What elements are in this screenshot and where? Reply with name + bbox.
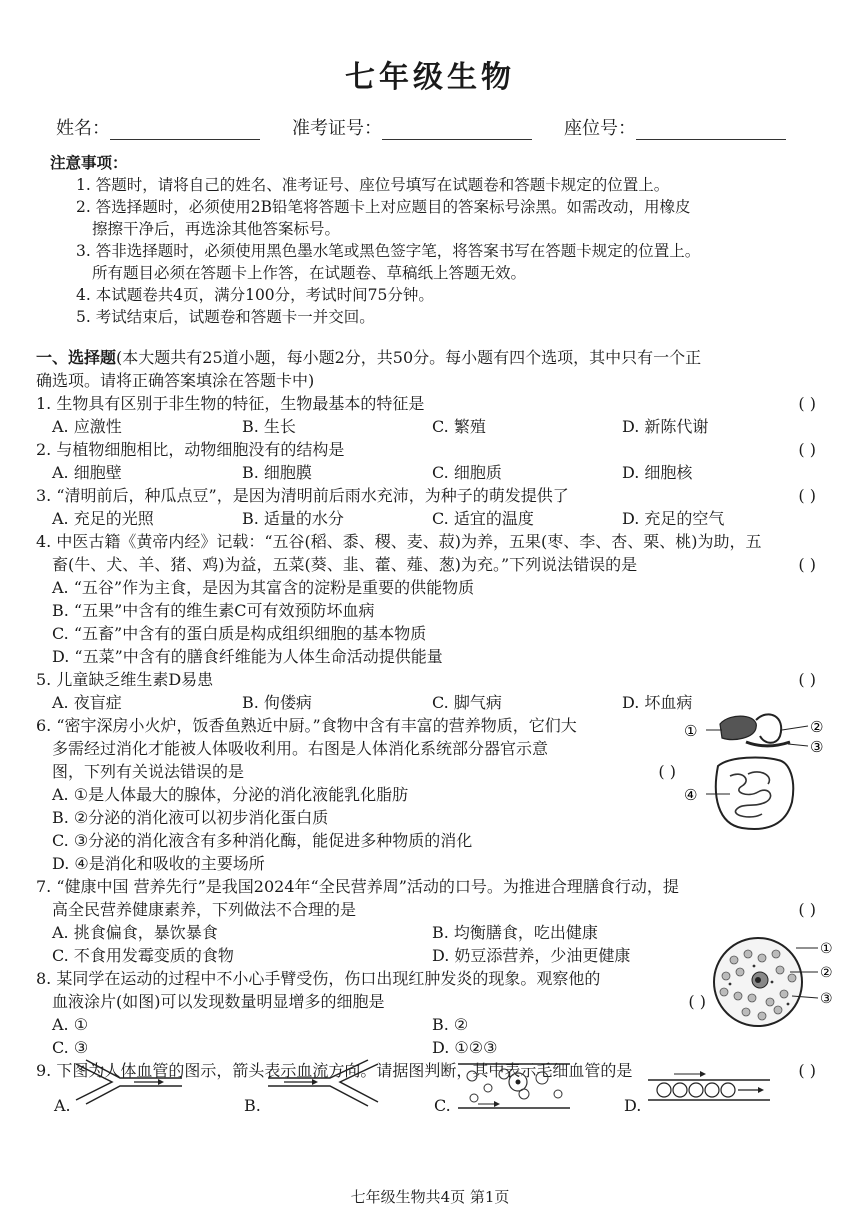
option-c: C. 脚气病: [432, 693, 502, 712]
options-row: [36, 415, 826, 438]
question-text: 4. 中医古籍《黄帝内经》记载：“五谷(稻、黍、稷、麦、菽)为养，五果(枣、李、杏、栗、桃)为助，五: [36, 532, 762, 551]
vessel-c-icon: [454, 1058, 574, 1114]
liver-shape: [720, 716, 756, 739]
label-line: [782, 726, 808, 730]
answer-blank[interactable]: ( ): [798, 670, 816, 689]
notes-title: 注意事项：: [50, 153, 128, 172]
question-text-line2: [36, 553, 826, 576]
vessel-b-icon: [264, 1056, 384, 1112]
question-3: [36, 484, 826, 507]
option-a: A. 挑食偏食，暴饮暴食: [52, 923, 218, 942]
answer-blank[interactable]: ( ): [658, 762, 676, 781]
option-a: A. 细胞壁: [52, 463, 122, 482]
notes-item: 4. 本试题卷共4页，满分100分，考试时间75分钟。: [76, 286, 434, 304]
seat-field: [564, 114, 786, 140]
question-5: [36, 668, 826, 691]
option-b: B. “五果”中含有的维生素C可有效预防坏血病: [52, 601, 375, 620]
options-row: [36, 461, 826, 484]
option-b: B. 适量的水分: [242, 509, 344, 528]
section-heading-text: (本大题共有25道小题，每小题2分，共50分。每小题有四个选项，其中只有一个正: [116, 348, 702, 367]
vessel-figures-row: [50, 1056, 830, 1118]
fig-label-2: ②: [820, 965, 833, 981]
section-heading-line2: 确选项。请将正确答案填涂在答题卡中): [36, 371, 315, 390]
option-c: C. 细胞质: [432, 463, 502, 482]
vessel-d-icon: [644, 1066, 774, 1110]
question-text: 图，下列有关说法错误的是: [52, 762, 245, 781]
notes-item: 5. 考试结束后，试题卷和答题卡一并交回。: [76, 308, 375, 326]
option-b: B. ②: [432, 1015, 469, 1034]
question-1: [36, 392, 826, 415]
option-c: C. ③分泌的消化液含有多种消化酶，能促进多种物质的消化: [52, 831, 473, 850]
answer-blank[interactable]: ( ): [798, 440, 816, 459]
question-text: 7. “健康中国 营养先行”是我国2024年“全民营养周”活动的口号。为推进合理膳食行动，提: [36, 877, 679, 896]
answer-blank[interactable]: ( ): [798, 555, 816, 574]
fig-label-2: ②: [810, 718, 824, 736]
question-text: 多需经过消化才能被人体吸收利用。右图是人体消化系统部分器官示意: [52, 739, 549, 758]
question-text-line3: [36, 760, 676, 783]
question-7: [36, 875, 826, 921]
notes-item: 1. 答题时，请将自己的姓名、准考证号、座位号填写在试题卷和答题卡规定的位置上。: [76, 176, 670, 194]
option-c: C.: [434, 1096, 451, 1115]
answer-blank[interactable]: ( ): [798, 900, 816, 919]
question-text: 5. 儿童缺乏维生素D易患: [36, 670, 214, 689]
student-info-row: [56, 114, 816, 142]
fig-label-3: ③: [810, 738, 824, 756]
question-text: 8. 某同学在运动的过程中不小心手臂受伤，伤口出现红肿发炎的现象。观察他的: [36, 969, 601, 988]
question-6: [36, 714, 676, 783]
option-a: A. 夜盲症: [52, 693, 122, 712]
question-text-line2: [36, 990, 706, 1013]
option-d: D. “五菜”中含有的膳食纤维能为人体生命活动提供能量: [52, 647, 443, 666]
options-row: [36, 507, 826, 530]
option-d: D. ①②③: [432, 1038, 498, 1057]
exam-id-label: 准考证号：: [292, 118, 382, 139]
name-label: 姓名：: [56, 118, 110, 139]
answer-blank[interactable]: ( ): [798, 394, 816, 413]
question-text: 3. “清明前后，种瓜点豆”，是因为清明前后雨水充沛，为种子的萌发提供了: [36, 486, 569, 505]
exam-id-field: [292, 114, 532, 140]
fig-label-1: ①: [684, 722, 698, 740]
option-d: D. 坏血病: [622, 693, 693, 712]
option-c: C. ③: [52, 1038, 89, 1057]
blood-smear-figure: [700, 936, 840, 1028]
option-b: B. ②分泌的消化液可以初步消化蛋白质: [52, 808, 329, 827]
stomach-shape: [756, 714, 781, 742]
white-cell-nucleus: [755, 977, 761, 983]
option-c: C. 适宜的温度: [432, 509, 534, 528]
question-4: [36, 530, 826, 576]
name-field: [56, 114, 260, 140]
notes-item: 所有题目必须在答题卡上作答，在试题卷、草稿纸上答题无效。: [92, 264, 527, 282]
vessel-a-icon: [72, 1056, 192, 1112]
option-b: B. 细胞膜: [242, 463, 312, 482]
question-text: 1. 生物具有区别于非生物的特征，生物最基本的特征是: [36, 394, 425, 413]
notes-block: [50, 152, 820, 328]
exam-id-blank[interactable]: [382, 120, 532, 140]
question-2: [36, 438, 826, 461]
page-footer: 七年级生物共4页 第1页: [350, 1188, 510, 1206]
option-b: B.: [244, 1096, 261, 1115]
option-b: B. 均衡膳食，吃出健康: [432, 923, 598, 942]
question-text: 9. 下图为人体血管的图示，箭头表示血流方向。请据图判断，其中表示毛细血管的是: [36, 1061, 633, 1080]
option-a: A. “五谷”作为主食，是因为其富含的淀粉是重要的供能物质: [52, 578, 475, 597]
section-heading: [36, 346, 826, 369]
question-text: 畜(牛、犬、羊、猪、鸡)为益，五菜(葵、韭、藿、薤、葱)为充。”下列说法错误的是: [52, 555, 638, 574]
notes-item: 2. 答选择题时，必须使用2B铅笔将答题卡上对应题目的答案标号涂黑。如需改动，用橡皮: [76, 198, 691, 216]
answer-blank[interactable]: ( ): [798, 1061, 816, 1080]
seat-label: 座位号：: [564, 118, 636, 139]
option-d: D. 奶豆添营养，少油更健康: [432, 946, 631, 965]
option-a: A. 应激性: [52, 417, 122, 436]
page-title: 七年级生物: [345, 60, 515, 95]
seat-blank[interactable]: [636, 120, 786, 140]
option-a: A.: [54, 1096, 71, 1115]
option-d: D.: [624, 1096, 642, 1115]
option-b: B. 佝偻病: [242, 693, 312, 712]
question-text: 高全民营养健康素养，下列做法不合理的是: [52, 900, 357, 919]
digestive-system-figure: [682, 706, 832, 846]
section-heading-bold: 一、选择题: [36, 348, 117, 367]
option-b: B. 生长: [242, 417, 296, 436]
option-d: D. 细胞核: [622, 463, 693, 482]
option-c: C. “五畜”中含有的蛋白质是构成组织细胞的基本物质: [52, 624, 427, 643]
question-text-line2: [36, 898, 826, 921]
option-d: D. ④是消化和吸收的主要场所: [52, 854, 265, 873]
option-c: C. 不食用发霉变质的食物: [52, 946, 234, 965]
option-a: A. ①: [52, 1015, 89, 1034]
question-text: 6. “密宇深房小火炉，饭香鱼熟近中厨。”食物中含有丰富的营养物质，它们大: [36, 716, 577, 735]
fig-label-3: ③: [820, 991, 833, 1007]
option-a: A. 充足的光照: [52, 509, 154, 528]
question-text: 2. 与植物细胞相比，动物细胞没有的结构是: [36, 440, 345, 459]
option-d: D. 新陈代谢: [622, 417, 709, 436]
answer-blank[interactable]: ( ): [688, 992, 706, 1011]
fig-label-1: ①: [820, 941, 833, 957]
option-c: C. 繁殖: [432, 417, 486, 436]
answer-blank[interactable]: ( ): [798, 486, 816, 505]
notes-item: 3. 答非选择题时，必须使用黑色墨水笔或黑色签字笔，将答案书写在答题卡规定的位置上。: [76, 242, 701, 260]
label-line: [788, 744, 808, 746]
option-a: A. ①是人体最大的腺体，分泌的消化液能乳化脂肪: [52, 785, 409, 804]
option-d: D. 充足的空气: [622, 509, 725, 528]
name-blank[interactable]: [110, 120, 260, 140]
question-text: 血液涂片(如图)可以发现数量明显增多的细胞是: [52, 992, 385, 1011]
small-intestine-shape: [730, 772, 771, 817]
fig-label-4: ④: [684, 786, 698, 804]
notes-item: 擦擦干净后，再选涂其他答案标号。: [92, 220, 341, 238]
question-8: [36, 967, 706, 1013]
